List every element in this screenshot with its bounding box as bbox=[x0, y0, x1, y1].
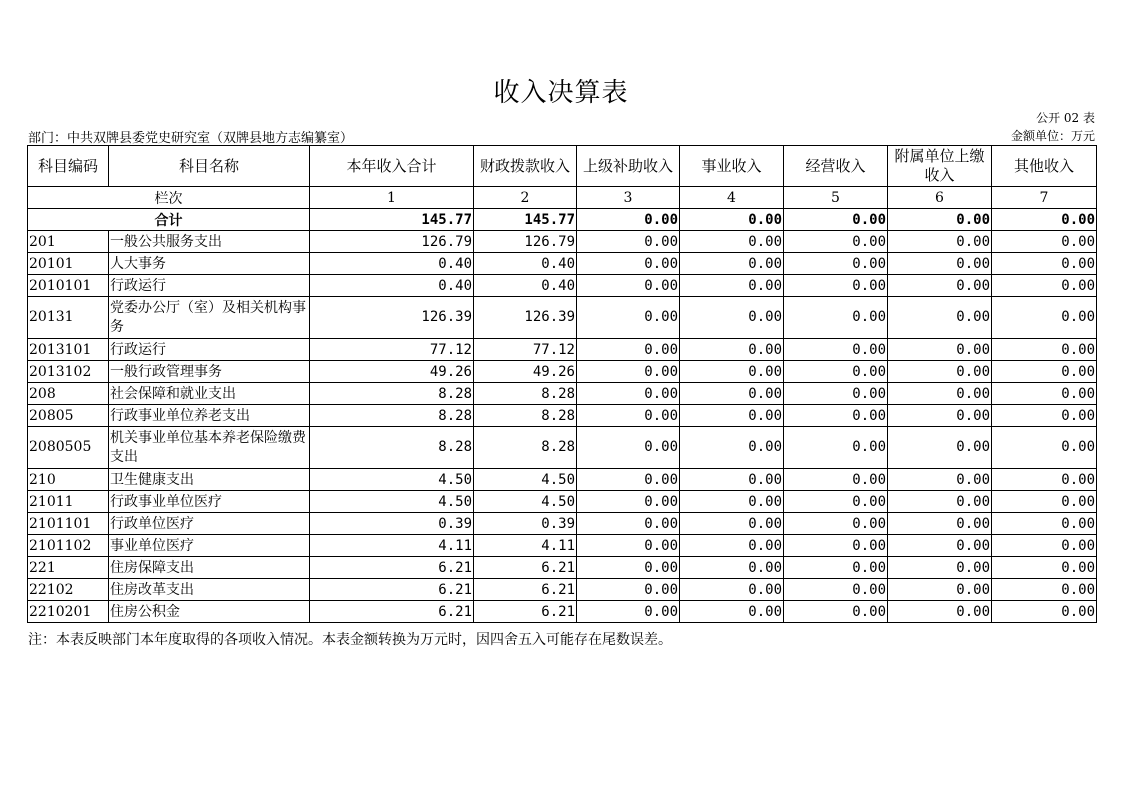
amount-cell: 8.28 bbox=[310, 383, 474, 405]
amount-cell: 0.00 bbox=[577, 383, 680, 405]
subject-code: 2101102 bbox=[28, 535, 109, 557]
amount-cell: 0.00 bbox=[888, 383, 992, 405]
header-other-income: 其他收入 bbox=[992, 146, 1097, 187]
amount-cell: 0.00 bbox=[680, 469, 784, 491]
amount-cell: 0.00 bbox=[577, 469, 680, 491]
subject-name: 社会保障和就业支出 bbox=[109, 383, 310, 405]
subject-name: 住房改革支出 bbox=[109, 579, 310, 601]
amount-cell: 0.00 bbox=[784, 513, 888, 535]
subject-name: 行政事业单位养老支出 bbox=[109, 405, 310, 427]
subject-name: 卫生健康支出 bbox=[109, 469, 310, 491]
subject-code: 22102 bbox=[28, 579, 109, 601]
total-value: 145.77 bbox=[310, 209, 474, 231]
amount-cell: 0.00 bbox=[577, 361, 680, 383]
amount-cell: 0.00 bbox=[680, 383, 784, 405]
amount-cell: 0.00 bbox=[888, 513, 992, 535]
amount-cell: 0.00 bbox=[992, 601, 1097, 623]
column-index: 3 bbox=[577, 187, 680, 209]
amount-cell: 0.40 bbox=[310, 275, 474, 297]
total-value: 145.77 bbox=[474, 209, 577, 231]
amount-cell: 0.00 bbox=[992, 339, 1097, 361]
table-row bbox=[28, 601, 1097, 623]
amount-cell: 0.00 bbox=[577, 579, 680, 601]
table-row bbox=[28, 297, 1097, 339]
total-value: 0.00 bbox=[888, 209, 992, 231]
amount-cell: 0.00 bbox=[888, 253, 992, 275]
amount-cell: 0.00 bbox=[992, 535, 1097, 557]
amount-cell: 0.00 bbox=[784, 361, 888, 383]
amount-cell: 4.11 bbox=[474, 535, 577, 557]
amount-cell: 4.50 bbox=[474, 491, 577, 513]
amount-cell: 0.00 bbox=[888, 275, 992, 297]
table-row bbox=[28, 513, 1097, 535]
amount-cell: 0.00 bbox=[680, 297, 784, 339]
page-title: 收入决算表 bbox=[493, 78, 629, 108]
subject-code: 20805 bbox=[28, 405, 109, 427]
amount-cell: 0.00 bbox=[577, 405, 680, 427]
amount-cell: 0.00 bbox=[784, 231, 888, 253]
header-operating-income: 经营收入 bbox=[784, 146, 888, 187]
table-row bbox=[28, 469, 1097, 491]
amount-cell: 0.00 bbox=[577, 231, 680, 253]
amount-cell: 0.00 bbox=[992, 513, 1097, 535]
amount-cell: 0.00 bbox=[992, 491, 1097, 513]
subject-code: 2080505 bbox=[28, 427, 109, 469]
subject-name: 行政运行 bbox=[109, 339, 310, 361]
amount-cell: 77.12 bbox=[310, 339, 474, 361]
subject-code: 21011 bbox=[28, 491, 109, 513]
amount-cell: 0.40 bbox=[310, 253, 474, 275]
amount-unit: 金额单位：万元 bbox=[1010, 129, 1095, 143]
income-table bbox=[27, 145, 1097, 623]
amount-cell: 0.00 bbox=[784, 405, 888, 427]
amount-cell: 0.00 bbox=[992, 579, 1097, 601]
amount-cell: 126.39 bbox=[310, 297, 474, 339]
amount-cell: 8.28 bbox=[474, 383, 577, 405]
amount-cell: 0.00 bbox=[992, 469, 1097, 491]
amount-cell: 0.00 bbox=[680, 405, 784, 427]
subject-name: 住房公积金 bbox=[109, 601, 310, 623]
amount-cell: 0.00 bbox=[888, 427, 992, 469]
amount-cell: 0.00 bbox=[784, 491, 888, 513]
amount-cell: 0.00 bbox=[680, 491, 784, 513]
table-row bbox=[28, 275, 1097, 297]
subject-code: 210 bbox=[28, 469, 109, 491]
header-subject-name: 科目名称 bbox=[109, 146, 310, 187]
subject-name: 机关事业单位基本养老保险缴费支出 bbox=[109, 427, 310, 469]
amount-cell: 8.28 bbox=[310, 405, 474, 427]
column-index: 4 bbox=[680, 187, 784, 209]
subject-name: 人大事务 bbox=[109, 253, 310, 275]
amount-cell: 0.00 bbox=[784, 557, 888, 579]
table-row bbox=[28, 427, 1097, 469]
subject-code: 2101101 bbox=[28, 513, 109, 535]
amount-cell: 0.00 bbox=[888, 339, 992, 361]
amount-cell: 6.21 bbox=[474, 557, 577, 579]
amount-cell: 77.12 bbox=[474, 339, 577, 361]
amount-cell: 0.00 bbox=[992, 253, 1097, 275]
amount-cell: 6.21 bbox=[310, 579, 474, 601]
total-value: 0.00 bbox=[784, 209, 888, 231]
column-index: 5 bbox=[784, 187, 888, 209]
amount-cell: 0.00 bbox=[784, 339, 888, 361]
amount-cell: 8.28 bbox=[310, 427, 474, 469]
amount-cell: 0.00 bbox=[784, 427, 888, 469]
subject-code: 2013102 bbox=[28, 361, 109, 383]
amount-cell: 0.00 bbox=[577, 427, 680, 469]
amount-cell: 0.00 bbox=[784, 383, 888, 405]
subject-name: 一般公共服务支出 bbox=[109, 231, 310, 253]
amount-cell: 0.00 bbox=[577, 253, 680, 275]
amount-cell: 0.00 bbox=[992, 231, 1097, 253]
amount-cell: 0.00 bbox=[680, 579, 784, 601]
form-code: 公开 02 表 bbox=[1036, 111, 1095, 125]
table-row bbox=[28, 405, 1097, 427]
amount-cell: 0.00 bbox=[992, 275, 1097, 297]
amount-cell: 0.00 bbox=[577, 275, 680, 297]
table-row bbox=[28, 579, 1097, 601]
amount-cell: 0.39 bbox=[474, 513, 577, 535]
subject-name: 行政单位医疗 bbox=[109, 513, 310, 535]
amount-cell: 0.00 bbox=[888, 469, 992, 491]
subject-code: 20131 bbox=[28, 297, 109, 339]
amount-cell: 0.00 bbox=[888, 535, 992, 557]
amount-cell: 4.11 bbox=[310, 535, 474, 557]
amount-cell: 0.00 bbox=[888, 491, 992, 513]
total-row bbox=[28, 209, 1097, 231]
amount-cell: 0.00 bbox=[992, 427, 1097, 469]
amount-cell: 0.00 bbox=[784, 601, 888, 623]
column-index: 2 bbox=[474, 187, 577, 209]
amount-cell: 0.00 bbox=[680, 535, 784, 557]
amount-cell: 0.00 bbox=[577, 513, 680, 535]
amount-cell: 0.00 bbox=[784, 253, 888, 275]
subject-name: 行政事业单位医疗 bbox=[109, 491, 310, 513]
amount-cell: 49.26 bbox=[310, 361, 474, 383]
amount-cell: 49.26 bbox=[474, 361, 577, 383]
subject-name: 住房保障支出 bbox=[109, 557, 310, 579]
amount-cell: 8.28 bbox=[474, 405, 577, 427]
amount-cell: 0.00 bbox=[680, 361, 784, 383]
department-label: 部门：中共双牌县委党史研究室（双牌县地方志编纂室） bbox=[28, 131, 354, 146]
amount-cell: 0.00 bbox=[992, 361, 1097, 383]
amount-cell: 0.40 bbox=[474, 253, 577, 275]
amount-cell: 0.00 bbox=[888, 557, 992, 579]
amount-cell: 4.50 bbox=[310, 469, 474, 491]
amount-cell: 0.00 bbox=[577, 339, 680, 361]
amount-cell: 0.00 bbox=[992, 557, 1097, 579]
amount-cell: 0.00 bbox=[680, 557, 784, 579]
amount-cell: 0.00 bbox=[992, 297, 1097, 339]
amount-cell: 0.00 bbox=[888, 361, 992, 383]
header-superior-subsidy: 上级补助收入 bbox=[577, 146, 680, 187]
header-row bbox=[28, 146, 1097, 187]
amount-cell: 0.00 bbox=[577, 601, 680, 623]
amount-cell: 4.50 bbox=[310, 491, 474, 513]
amount-cell: 0.00 bbox=[680, 253, 784, 275]
amount-cell: 0.00 bbox=[577, 297, 680, 339]
footnote: 注：本表反映部门本年度取得的各项收入情况。本表金额转换为万元时，因四舍五入可能存在尾数误差。 bbox=[28, 632, 672, 648]
amount-cell: 126.79 bbox=[310, 231, 474, 253]
header-subject-code: 科目编码 bbox=[28, 146, 109, 187]
amount-cell: 0.00 bbox=[888, 231, 992, 253]
column-index: 1 bbox=[310, 187, 474, 209]
amount-cell: 0.00 bbox=[784, 297, 888, 339]
amount-cell: 6.21 bbox=[310, 557, 474, 579]
amount-cell: 0.00 bbox=[680, 339, 784, 361]
subject-name: 党委办公厅（室）及相关机构事务 bbox=[109, 297, 310, 339]
subject-code: 2010101 bbox=[28, 275, 109, 297]
subject-code: 2013101 bbox=[28, 339, 109, 361]
column-index-label: 栏次 bbox=[28, 187, 310, 209]
table-row bbox=[28, 253, 1097, 275]
subject-name: 事业单位医疗 bbox=[109, 535, 310, 557]
table-row bbox=[28, 383, 1097, 405]
header-fiscal-appropriation: 财政拨款收入 bbox=[474, 146, 577, 187]
table-row bbox=[28, 557, 1097, 579]
amount-cell: 0.00 bbox=[680, 427, 784, 469]
amount-cell: 0.00 bbox=[680, 275, 784, 297]
amount-cell: 0.00 bbox=[888, 297, 992, 339]
amount-cell: 0.00 bbox=[888, 579, 992, 601]
amount-cell: 0.00 bbox=[888, 601, 992, 623]
table-row bbox=[28, 361, 1097, 383]
subject-code: 221 bbox=[28, 557, 109, 579]
amount-cell: 0.00 bbox=[888, 405, 992, 427]
amount-cell: 0.00 bbox=[992, 383, 1097, 405]
amount-cell: 4.50 bbox=[474, 469, 577, 491]
amount-cell: 0.00 bbox=[680, 513, 784, 535]
amount-cell: 0.40 bbox=[474, 275, 577, 297]
amount-cell: 0.00 bbox=[784, 469, 888, 491]
table-row bbox=[28, 231, 1097, 253]
column-index: 6 bbox=[888, 187, 992, 209]
header-total-income: 本年收入合计 bbox=[310, 146, 474, 187]
table-row bbox=[28, 535, 1097, 557]
amount-cell: 0.00 bbox=[577, 557, 680, 579]
amount-cell: 0.00 bbox=[680, 231, 784, 253]
table-row bbox=[28, 491, 1097, 513]
subject-code: 2210201 bbox=[28, 601, 109, 623]
header-affiliated-unit-income: 附属单位上缴收入 bbox=[888, 146, 992, 187]
amount-cell: 0.00 bbox=[577, 491, 680, 513]
amount-cell: 0.39 bbox=[310, 513, 474, 535]
column-index-row bbox=[28, 187, 1097, 209]
subject-code: 20101 bbox=[28, 253, 109, 275]
total-label: 合计 bbox=[28, 209, 310, 231]
amount-cell: 0.00 bbox=[577, 535, 680, 557]
amount-cell: 0.00 bbox=[784, 535, 888, 557]
amount-cell: 0.00 bbox=[784, 275, 888, 297]
column-index: 7 bbox=[992, 187, 1097, 209]
amount-cell: 126.39 bbox=[474, 297, 577, 339]
subject-name: 行政运行 bbox=[109, 275, 310, 297]
subject-code: 208 bbox=[28, 383, 109, 405]
total-value: 0.00 bbox=[577, 209, 680, 231]
amount-cell: 126.79 bbox=[474, 231, 577, 253]
amount-cell: 6.21 bbox=[474, 579, 577, 601]
amount-cell: 0.00 bbox=[680, 601, 784, 623]
subject-name: 一般行政管理事务 bbox=[109, 361, 310, 383]
table-row bbox=[28, 339, 1097, 361]
amount-cell: 0.00 bbox=[992, 405, 1097, 427]
amount-cell: 6.21 bbox=[310, 601, 474, 623]
amount-cell: 8.28 bbox=[474, 427, 577, 469]
subject-code: 201 bbox=[28, 231, 109, 253]
amount-cell: 6.21 bbox=[474, 601, 577, 623]
total-value: 0.00 bbox=[992, 209, 1097, 231]
total-value: 0.00 bbox=[680, 209, 784, 231]
amount-cell: 0.00 bbox=[784, 579, 888, 601]
header-business-income: 事业收入 bbox=[680, 146, 784, 187]
